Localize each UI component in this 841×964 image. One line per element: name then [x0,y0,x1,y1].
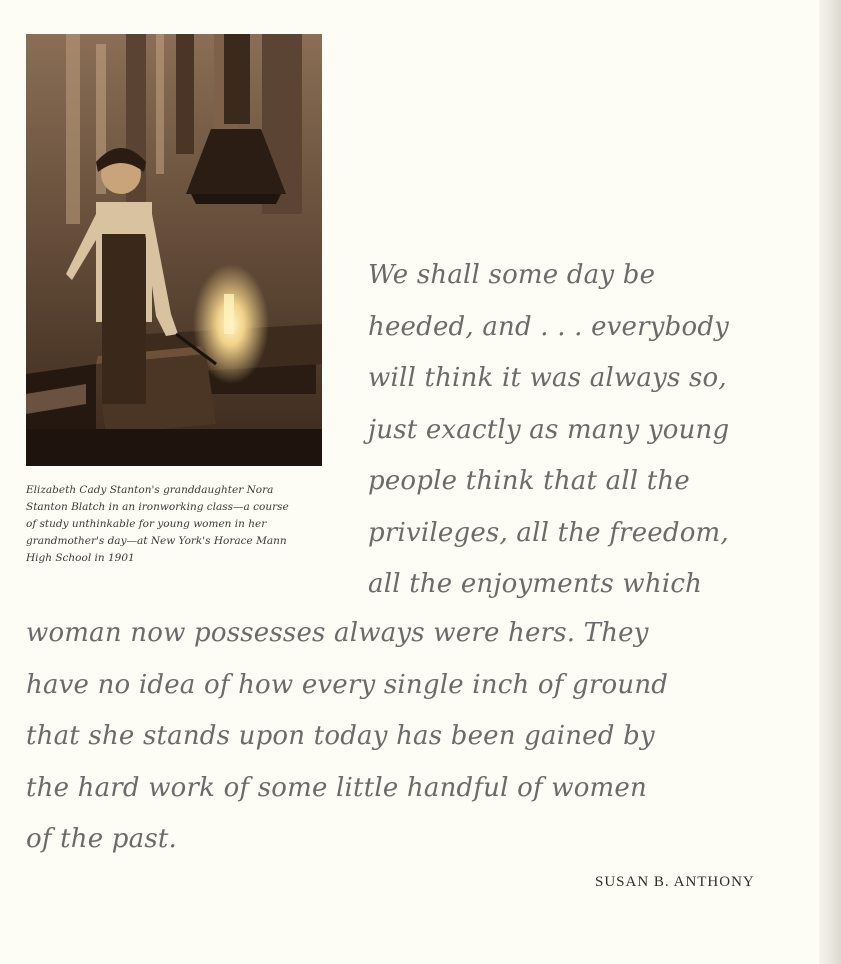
caption-line: of study unthinkable for young women in her [26,518,267,530]
quote-text-lower [26,608,668,866]
caption-line: High School in 1901 [26,552,135,564]
quote-line: all the enjoyments which [368,569,703,599]
quote-attribution: SUSAN B. ANTHONY [595,874,755,890]
quote-line: of the past. [26,824,177,854]
quote-line: privileges, all the freedom, [368,517,729,548]
caption-line: Stanton Blatch in an ironworking class—a course [26,501,289,513]
quote-line: will think it was always so, [368,363,727,393]
caption-line: grandmother's day—at New York's Horace Mann [26,535,287,547]
quote-line: We shall some day be [368,260,656,290]
quote-line: people think that all the [368,466,690,496]
caption-line: Elizabeth Cady Stanton's granddaughter Nora [26,484,274,496]
quote-line: just exactly as many young [368,414,730,445]
ironworking-class-photo [26,34,322,466]
quote-line: the hard work of some little handful of women [26,772,647,803]
quote-line: heeded, and . . . everybody [368,311,730,342]
page-edge-shadow [819,0,841,964]
quote-line: that she stands upon today has been gained by [26,721,655,751]
quote-text-upper [368,250,729,611]
quote-line: have no idea of how every single inch of ground [26,669,669,700]
quote-line: woman now possesses always were hers. They [26,618,649,648]
photo-caption [26,482,326,567]
